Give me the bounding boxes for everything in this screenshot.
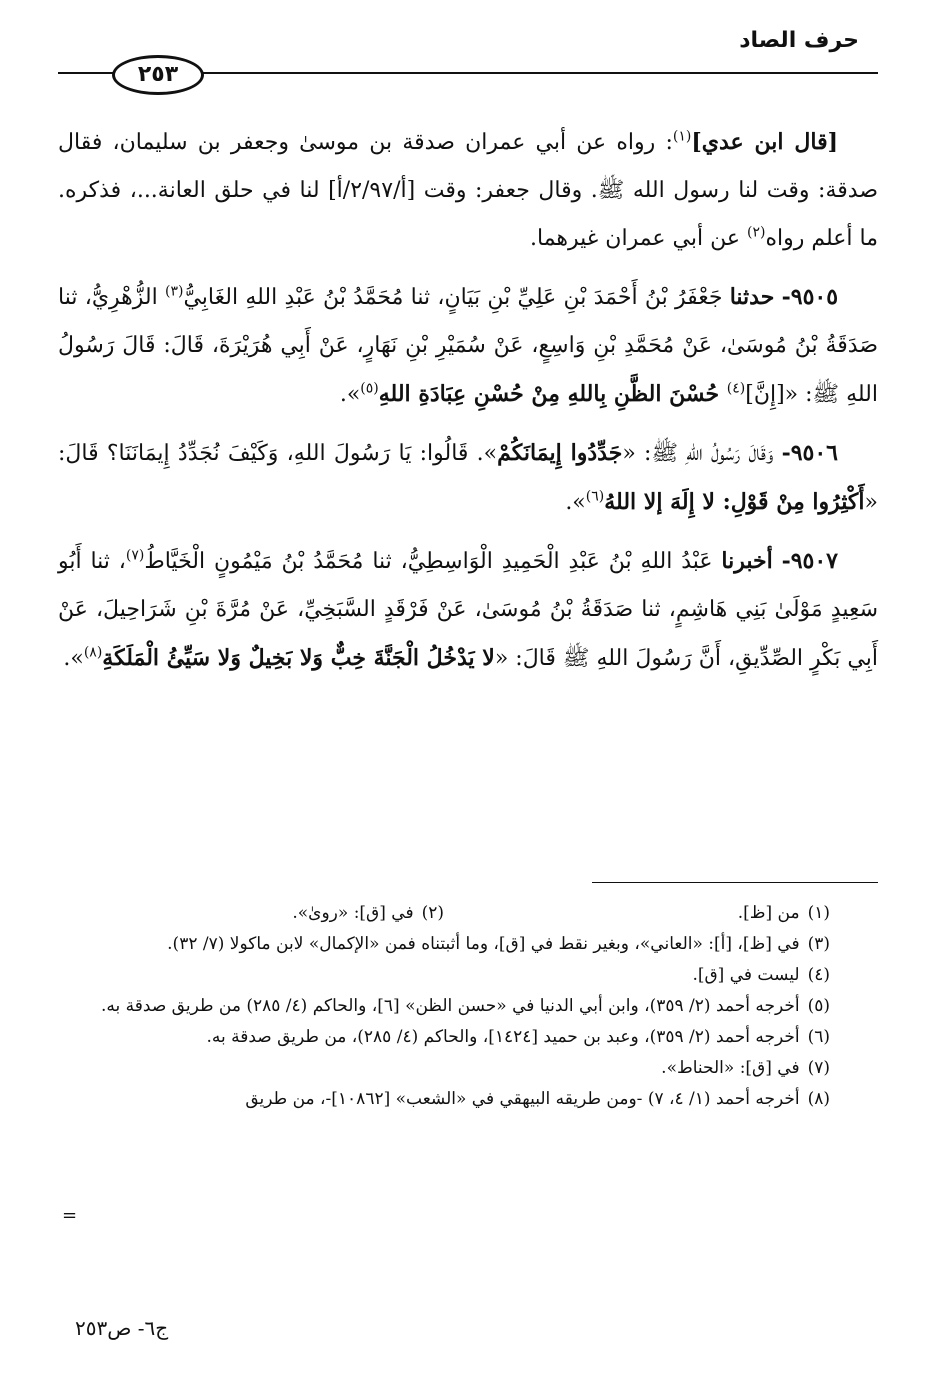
footnote-6	[58, 1022, 830, 1053]
p3-text2: ». قَالُوا: يَا رَسُولَ اللهِ، وَكَيْفَ نُجَدِّدُ إِيمَانَنَا؟ قَالَ: «	[58, 441, 878, 515]
ibn-adi-opener: [قال ابن عدي]	[691, 129, 838, 155]
footnote-ref-4: (٤)	[726, 380, 746, 397]
hadith-quote: حُسْنَ الظَّنِ بِاللهِ مِنْ حُسْنِ عِبَادَةِ اللهِ	[378, 381, 727, 407]
footnote-separator	[592, 882, 878, 883]
footnote-text: من [ظ].	[737, 903, 800, 923]
page-number: ٢٥٣	[112, 55, 204, 95]
p4-text2: ، ثنا أَبُو سَعِيدٍ مَوْلَىٰ بَنِي هَاشِمٍ، ثنا صَدَقَةُ بْنُ مُوسَىٰ، عَنْ فَرْقَدٍ السَّبَخِيِّ، عَنْ مُرَّةَ بْنِ شَرَاحِيلَ، عَنْ أَبِي بَكْرٍ الصِّدِّيقِ، أَنَّ رَسُولَ اللهِ ﷺ قَالَ: «	[58, 549, 879, 671]
footnote-number: (٤)	[807, 965, 830, 985]
p1-text1: : رواه عن أبي عمران صدقة بن موسىٰ وجعفر بن سليمان، فقال صدقة: وقت لنا رسول الله ﷺ. وقال جعفر: وقت [أ/٢/٩٧/أ] لنا في حلق العانة...، فذكره. ما أعلم رواه	[58, 130, 878, 251]
footnote-number: (٧)	[807, 1058, 830, 1078]
p1-text2: عن أبي عمران غيرهما.	[530, 226, 747, 251]
footnote-7	[58, 1053, 830, 1084]
volume-page-reference: ج٦- ص٢٥٣	[75, 1316, 169, 1340]
hadith-9505	[58, 273, 878, 419]
main-text	[58, 118, 878, 693]
continuation-mark: =	[62, 1205, 78, 1226]
footnote-ref-2: (٢)	[747, 224, 766, 241]
footnote-4	[58, 960, 830, 991]
footnote-8	[58, 1084, 830, 1115]
footnote-number: (٣)	[807, 934, 830, 954]
hadith-number: ٩٥٠٦-	[781, 440, 838, 466]
footnote-number: (٢)	[421, 903, 444, 923]
hadith-number: ٩٥٠٧-	[781, 548, 838, 574]
footnote-number: (٦)	[807, 1027, 830, 1047]
hadith-keyword: حدثنا	[729, 284, 775, 310]
hadith-quote: أَكْثِرُوا مِنْ قَوْلِ: لا إِلَهَ إلا اللهُ	[604, 489, 865, 515]
running-head: حرف الصاد	[739, 28, 859, 53]
p2-text1: جَعْفَرُ بْنُ أَحْمَدَ بْنِ عَلِيِّ بْنِ بَيَانٍ، ثنا مُحَمَّدُ بْنُ عَبْدِ اللهِ الغَابِيُّ	[183, 285, 730, 310]
footnotes	[58, 898, 830, 1115]
footnote-number: (٨)	[807, 1089, 830, 1109]
paragraph-ibn-adi	[58, 118, 878, 263]
footnote-text: أخرجه أحمد (٢/ ٣٥٩)، وعبد بن حميد [١٤٢٤]، والحاكم (٤/ ٢٨٥)، من طريق صدقة به.	[206, 1027, 800, 1047]
footnote-2	[58, 898, 444, 929]
hadith-9507	[58, 537, 878, 683]
hadith-quote: جَدِّدُوا إِيمَانَكُمْ	[497, 440, 623, 466]
footnote-text: في [ق]: «روىٰ».	[292, 903, 414, 923]
p2-end: ».	[339, 382, 361, 407]
p4-text1: عَبْدُ اللهِ بْنُ عَبْدِ الْحَمِيدِ الْوَاسِطِيُّ، ثنا مُحَمَّدُ بْنُ مَيْمُونٍ الْخَيَّاطُ	[144, 549, 722, 574]
footnote-text: في [ظ]، [أ]: «العاني»، وبغير نقط في [ق]، وما أثبتناه فمن «الإكمال» لابن ماكولا (٧/ ٣٢).	[167, 934, 800, 954]
footnote-row	[58, 898, 830, 929]
p4-end: ».	[63, 646, 84, 671]
footnote-text: أخرجه أحمد (١/ ٤، ٧) -ومن طريقه البيهقي في «الشعب» [١٠٨٦٢]-، من طريق	[245, 1089, 800, 1109]
footnote-text: ليست في [ق].	[692, 965, 800, 985]
footnote-1	[444, 898, 830, 929]
hadith-number: ٩٥٠٥-	[781, 284, 839, 310]
footnote-number: (١)	[807, 903, 830, 923]
footnote-text: في [ق]: «الحناط».	[661, 1058, 800, 1078]
p2-text2: الزُّهْرِيُّ، ثنا صَدَقَةُ بْنُ مُوسَىٰ، عَنْ مُحَمَّدِ بْنِ وَاسِعٍ، عَنْ سُمَيْرِ بْنِ نَهَارٍ، عَنْ أَبِي هُرَيْرَةَ، قَالَ: قَالَ رَسُولُ اللهِ ﷺ: «[إِنَّ]	[58, 285, 878, 407]
footnote-ref-3: (٣)	[165, 283, 184, 300]
hadith-quote: لا يَدْخُلُ الْجَنَّةَ خِبٌّ وَلا بَخِيلٌ وَلا سَيِّئُ الْمَلَكَةِ	[102, 645, 495, 671]
footnote-ref-1: (١)	[672, 128, 692, 145]
footnote-5	[58, 991, 830, 1022]
footnote-number: (٥)	[807, 996, 830, 1016]
footnote-text: أخرجه أحمد (٢/ ٣٥٩)، وابن أبي الدنيا في «حسن الظن» [٦]، والحاكم (٤/ ٢٨٥) من طريق صدقة به.	[101, 996, 800, 1016]
p3-end: ».	[565, 490, 586, 515]
hadith-keyword: أخبرنا	[721, 548, 773, 574]
hadith-9506	[58, 429, 878, 527]
footnote-ref-8: (٨)	[83, 644, 103, 661]
footnote-ref-7: (٧)	[125, 547, 145, 564]
footnote-3	[58, 929, 830, 960]
footnote-ref-5: (٥)	[360, 380, 379, 397]
p3-text1: وَقَالَ رَسُولُ اللهِ ﷺ: «	[622, 441, 782, 466]
footnote-ref-6: (٦)	[585, 488, 605, 505]
